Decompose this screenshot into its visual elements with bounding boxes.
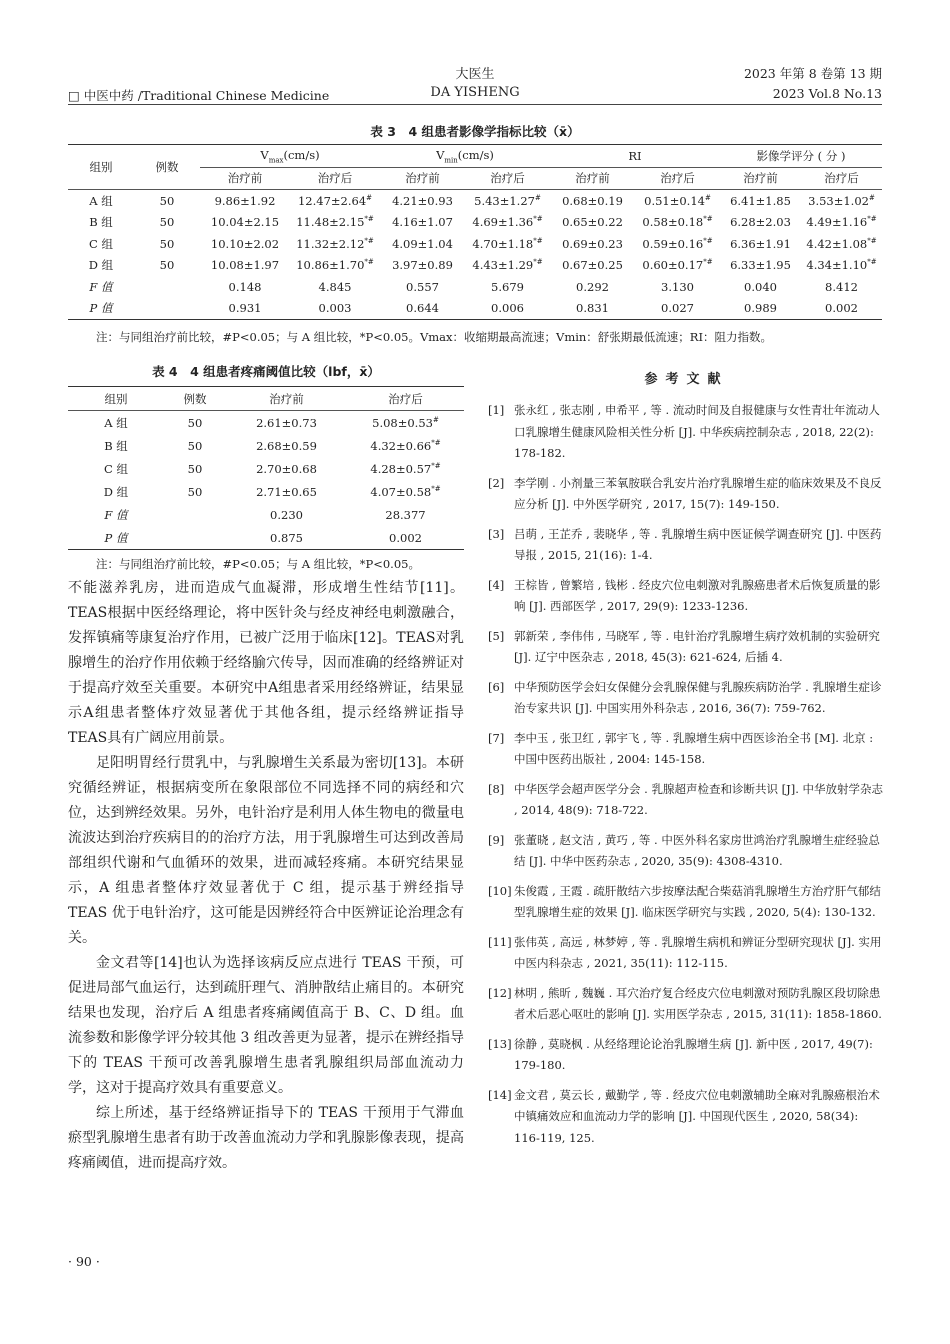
t3-f-val: 0.040	[744, 279, 777, 294]
table-cell: D 组	[103, 484, 129, 499]
t3-head-n: 例数	[134, 145, 200, 190]
table-row	[68, 255, 882, 277]
reference-number: [4]	[488, 577, 505, 592]
table-cell: A 组	[104, 415, 128, 430]
reference-text: 王棕皆 , 曾繁培 , 钱彬 . 经皮穴位电刺激对乳腺癌患者术后恢复质量的影响 [J]. 西部医学 , 2017, 29(9): 1233-1236.	[514, 577, 881, 613]
references-list	[488, 400, 884, 1157]
reference-item	[488, 779, 884, 822]
reference-text: 李学刚 . 小剂量三苯氧胺联合乳安片治疗乳腺增生症的临床效果及不良反应分析 [J]. 中外医学研究 , 2017, 15(7): 149-150.	[514, 475, 882, 511]
table-row	[68, 434, 464, 457]
table-row	[68, 411, 464, 435]
table4	[68, 386, 464, 550]
t3-head-vmax: $V_{max}(cm/s)$	[200, 145, 380, 168]
reference-text: 张永红 , 张志刚 , 申希平 , 等 . 流动时间及自报健康与女性青壮年流动人口乳腺增生健康风险相关性分析 [J]. 中华疾病控制杂志 , 2018, 22(2): 178-182.	[514, 403, 880, 460]
t3-sub-after: 治疗后	[290, 167, 380, 190]
table-cell: 6.33±1.95	[730, 258, 791, 273]
table-cell: A 组	[89, 193, 113, 208]
table-cell: 0.67±0.25	[562, 258, 623, 273]
reference-item	[488, 830, 884, 873]
table-cell: 2.70±0.68	[256, 461, 317, 476]
reference-item	[488, 932, 884, 975]
t3-sub-before: 治疗前	[550, 167, 635, 190]
t4-head-after: 治疗后	[347, 387, 464, 411]
t3-f-label: F 值	[89, 279, 113, 294]
t4-f-val: 28.377	[385, 507, 426, 522]
t3-p-val: 0.006	[491, 301, 524, 316]
t3-sub-before: 治疗前	[720, 167, 801, 190]
t4-f-val: 0.230	[270, 507, 303, 522]
reference-text: 吕萌 , 王芷乔 , 裴晓华 , 等 . 乳腺增生病中医证候学调查研究 [J]. 中医药导报 , 2015, 21(16): 1-4.	[514, 526, 882, 562]
table-cell: 5.43±1.27#	[474, 193, 541, 208]
table-cell: 50	[159, 258, 175, 273]
reference-number: [9]	[488, 832, 505, 847]
t3-p-val: 0.831	[576, 301, 609, 316]
reference-item	[488, 524, 884, 567]
header-rule	[68, 104, 882, 105]
reference-number: [14]	[488, 1087, 512, 1102]
reference-number: [1]	[488, 403, 505, 417]
table-cell: 50	[187, 415, 203, 430]
journal-title-cn: 大医生	[455, 67, 495, 82]
table-cell: 4.70±1.18*#	[472, 236, 543, 251]
t3-p-val: 0.027	[661, 301, 694, 316]
t4-p-val: 0.875	[270, 530, 303, 545]
reference-number: [3]	[488, 526, 505, 541]
t3-sub-before: 治疗前	[380, 167, 465, 190]
table-cell: 11.32±2.12*#	[296, 236, 374, 251]
table-cell: C 组	[104, 461, 128, 476]
table-cell: 6.41±1.85	[730, 193, 791, 208]
reference-text: 徐静 , 莫晓枫 . 从经络理论论治乳腺增生病 [J]. 新中医 , 2017, 49(7): 179-180.	[514, 1036, 873, 1072]
t3-head-score: 影像学评分 ( 分 )	[720, 145, 882, 168]
reference-number: [5]	[488, 628, 505, 643]
t3-p-val: 0.002	[825, 301, 858, 316]
table-row	[68, 190, 882, 212]
t4-head-before: 治疗前	[226, 387, 347, 411]
reference-number: [7]	[488, 730, 505, 745]
t3-f-val: 8.412	[825, 279, 858, 294]
table-row	[68, 212, 882, 234]
table-cell: 4.42±1.08*#	[806, 236, 877, 251]
reference-number: [10]	[488, 883, 512, 898]
table-cell: 10.86±1.70*#	[296, 258, 374, 273]
reference-item	[488, 1085, 884, 1150]
body-paragraph: 不能滋养乳房，进而造成气血凝滞，形成增生性结节[11]。TEAS根据中医经络理论，将中医针灸与经皮神经电刺激融合，发挥镇痛等康复治疗作用，已被广泛用于临床[12]。TEAS对乳腺增生的治疗作用依赖于经络腧穴传导，因而准确的经络辨证对于提高疗效至关重要。本研究中A组患者采用经络辨证，结果显示A组患者整体疗效显著优于其他各组，提示经络辨证指导TEAS具有广阔应用前景。	[68, 580, 464, 746]
reference-text: 金文君 , 莫云长 , 戴勤学 , 等 . 经皮穴位电刺激辅助全麻对乳腺癌根治术中镇痛效应和血流动力学的影响 [J]. 中国现代医生 , 2020, 58(34): 116-119, 125.	[514, 1087, 880, 1145]
table-cell: B 组	[89, 215, 113, 230]
page-number: · 90 ·	[68, 1254, 100, 1269]
reference-item	[488, 677, 884, 720]
table-row	[68, 457, 464, 480]
table-cell: C 组	[89, 236, 113, 251]
table-cell: 4.09±1.04	[392, 236, 453, 251]
table-cell: 4.07±0.58*#	[370, 484, 441, 499]
t3-sub-after: 治疗后	[635, 167, 720, 190]
reference-item	[488, 473, 884, 516]
table-cell: 4.43±1.29*#	[472, 258, 543, 273]
table-cell: 11.48±2.15*#	[296, 215, 374, 230]
reference-number: [6]	[488, 679, 505, 694]
table-cell: 0.51±0.14#	[644, 193, 711, 208]
table-cell: 0.58±0.18*#	[642, 215, 713, 230]
table-cell: 50	[187, 484, 203, 499]
reference-number: [12]	[488, 985, 512, 1000]
table-cell: 0.68±0.19	[562, 193, 623, 208]
t3-f-val: 5.679	[491, 279, 524, 294]
table-cell: 10.04±2.15	[210, 215, 280, 230]
body-paragraph: 金文君等[14]也认为选择该病反应点进行 TEAS 干预，可促进局部气血运行，达到疏肝理气、消肿散结止痛目的。本研究结果也发现，治疗后 A 组患者疼痛阈值高于 B、C、D 组。血流参数和影像学评分较其他 3 组改善更为显著，提示在辨经指导下的 TEAS 干预可改善乳腺增生患者乳腺组织局部血流动力学，这对于提高疗效具有重要意义。	[68, 955, 464, 1096]
t3-sub-after: 治疗后	[801, 167, 882, 190]
table4-note: 注：与同组治疗前比较，#P<0.05；与 A 组比较，*P<0.05。	[96, 557, 420, 571]
table-cell: 4.32±0.66*#	[370, 438, 441, 453]
issue-cn: 2023 年第 8 卷第 13 期	[743, 66, 882, 81]
table-cell: 4.21±0.93	[392, 193, 453, 208]
reference-text: 中华预防医学会妇女保健分会乳腺保健与乳腺疾病防治学 . 乳腺增生症诊治专家共识 [J]. 中国实用外科杂志 , 2016, 36(7): 759-762.	[514, 679, 882, 715]
t4-f-label: F 值	[104, 507, 128, 522]
table-cell: 50	[159, 193, 175, 208]
column-label: □ 中医中药 /Traditional Chinese Medicine	[68, 88, 330, 103]
table-cell: 2.71±0.65	[256, 484, 317, 499]
t3-f-val: 3.130	[661, 279, 694, 294]
reference-text: 郭新荣 , 李伟伟 , 马晓军 , 等 . 电针治疗乳腺增生病疗效机制的实验研究 [J]. 辽宁中医杂志 , 2018, 45(3): 621-624, 后插 4.	[514, 628, 880, 664]
table-cell: 6.28±2.03	[730, 215, 791, 230]
t3-p-val: 0.003	[318, 301, 352, 316]
table-cell: 0.59±0.16*#	[642, 236, 713, 251]
table-cell: 4.34±1.10*#	[806, 258, 877, 273]
table-cell: 4.49±1.16*#	[806, 215, 877, 230]
reference-item	[488, 728, 884, 771]
table-cell: 9.86±1.92	[214, 193, 276, 208]
t4-p-label: P 值	[104, 530, 128, 545]
table-cell: D 组	[88, 258, 114, 273]
reference-text: 中华医学会超声医学分会 . 乳腺超声检查和诊断共识 [J]. 中华放射学杂志 , 2014, 48(9): 718-722.	[514, 781, 884, 817]
t4-head-n: 例数	[164, 387, 226, 411]
table-cell: 10.08±1.97	[210, 258, 280, 273]
table-row	[68, 233, 882, 255]
t3-head-group: 组别	[68, 145, 134, 190]
t3-f-val: 0.557	[406, 279, 439, 294]
t3-p-label: P 值	[89, 301, 113, 316]
table-cell: 2.61±0.73	[256, 415, 317, 430]
table-cell: 0.65±0.22	[562, 215, 623, 230]
table-cell: B 组	[104, 438, 128, 453]
reference-item	[488, 400, 884, 465]
reference-text: 朱俊霞 , 王霞 . 疏肝散结六步按摩法配合柴菇消乳腺增生方治疗肝气郁结型乳腺增生症的效果 [J]. 临床医学研究与实践 , 2020, 5(4): 130-132.	[514, 883, 881, 919]
t3-sub-after: 治疗后	[465, 167, 550, 190]
reference-number: [8]	[488, 781, 505, 796]
table-cell: 12.47±2.64#	[297, 193, 373, 208]
reference-number: [13]	[488, 1036, 512, 1051]
t3-head-vmin: $V_{min}(cm/s)$	[380, 145, 550, 168]
table-cell: 3.97±0.89	[392, 258, 453, 273]
reference-item	[488, 881, 884, 924]
table-cell: 4.28±0.57*#	[370, 461, 441, 476]
reference-number: [11]	[488, 934, 512, 949]
t3-f-val: 0.148	[228, 279, 262, 294]
t3-p-val: 0.931	[228, 301, 262, 316]
t3-f-val: 4.845	[318, 279, 352, 294]
journal-title-en: DA YISHENG	[430, 85, 520, 100]
t3-sub-before: 治疗前	[200, 167, 290, 190]
body-paragraph: 综上所述，基于经络辨证指导下的 TEAS 干预用于气滞血瘀型乳腺增生患者有助于改善血流动力学和乳腺影像表现，提高疼痛阈值，进而提高疗效。	[68, 1105, 464, 1171]
table-cell: 4.16±1.07	[392, 215, 453, 230]
table3-caption: 表 3 4 组患者影像学指标比较（x̄）	[370, 124, 580, 139]
t3-p-val: 0.989	[744, 301, 777, 316]
table-cell: 50	[187, 461, 203, 476]
table-cell: 50	[187, 438, 203, 453]
table3-note: 注：与同组治疗前比较，#P<0.05；与 A 组比较，*P<0.05。Vmax：收缩期最高流速；Vmin：舒张期最低流速；RI：阻力指数。	[96, 330, 773, 344]
table-cell: 50	[159, 236, 175, 251]
t3-p-val: 0.644	[406, 301, 439, 316]
t3-f-val: 0.292	[576, 279, 609, 294]
references-title: 参考文献	[644, 372, 729, 387]
body-text	[68, 576, 464, 1176]
reference-text: 李中玉 , 张卫红 , 郭宇飞 , 等 . 乳腺增生病中西医诊治全书 [M]. 北京 : 中国中医药出版社 , 2004: 145-158.	[514, 730, 874, 766]
table-cell: 0.60±0.17*#	[642, 258, 713, 273]
issue-en: 2023 Vol.8 No.13	[772, 86, 882, 101]
reference-text: 张伟英 , 高远 , 林梦婷 , 等 . 乳腺增生病机和辨证分型研究现状 [J]. 实用中医内科杂志 , 2021, 35(11): 112-115.	[514, 934, 882, 970]
table-cell: 5.08±0.53#	[372, 415, 439, 430]
table-cell: 0.69±0.23	[562, 236, 623, 251]
table-cell: 10.10±2.02	[210, 236, 280, 251]
table-cell: 2.68±0.59	[256, 438, 317, 453]
reference-item	[488, 1034, 884, 1077]
table-row	[68, 480, 464, 503]
table-cell: 4.69±1.36*#	[472, 215, 543, 230]
reference-text: 林明 , 熊昕 , 魏巍 . 耳穴治疗复合经皮穴位电刺激对预防乳腺区段切除患者术后恶心呕吐的影响 [J]. 实用医学杂志 , 2015, 31(11): 1858-1860.	[514, 985, 882, 1021]
table-cell: 3.53±1.02#	[808, 193, 875, 208]
reference-text: 张董晓 , 赵文洁 , 黄巧 , 等 . 中医外科名家房世鸿治疗乳腺增生症经验总结 [J]. 中华中医药杂志 , 2020, 35(9): 4308-4310.	[514, 832, 880, 868]
t4-p-val: 0.002	[389, 530, 422, 545]
body-paragraph: 足阳明胃经行贯乳中，与乳腺增生关系最为密切[13]。本研究循经辨证，根据病变所在象限部位不同选择不同的病经和穴位，达到辨经效果。另外，电针治疗是利用人体生物电的微量电流波达到治疗疾病目的的治疗方法，用于乳腺增生可达到改善局部组织代谢和气血循环的效果，进而减轻疼痛。本研究结果显示，A 组患者整体疗效显著优于 C 组，提示基于辨经指导 TEAS 优于电针治疗，这可能是因辨经符合中医辨证论治理念有关。	[68, 755, 464, 946]
t3-head-ri: RI	[550, 145, 720, 168]
reference-item	[488, 575, 884, 618]
table-cell: 6.36±1.91	[730, 236, 791, 251]
reference-number: [2]	[488, 475, 505, 490]
table-cell: 50	[159, 215, 175, 230]
table3	[68, 144, 882, 320]
reference-item	[488, 626, 884, 669]
t4-head-group: 组别	[68, 387, 164, 411]
table4-caption: 表 4 4 组患者疼痛阈值比较（lbf，x̄）	[152, 364, 380, 379]
reference-item	[488, 983, 884, 1026]
